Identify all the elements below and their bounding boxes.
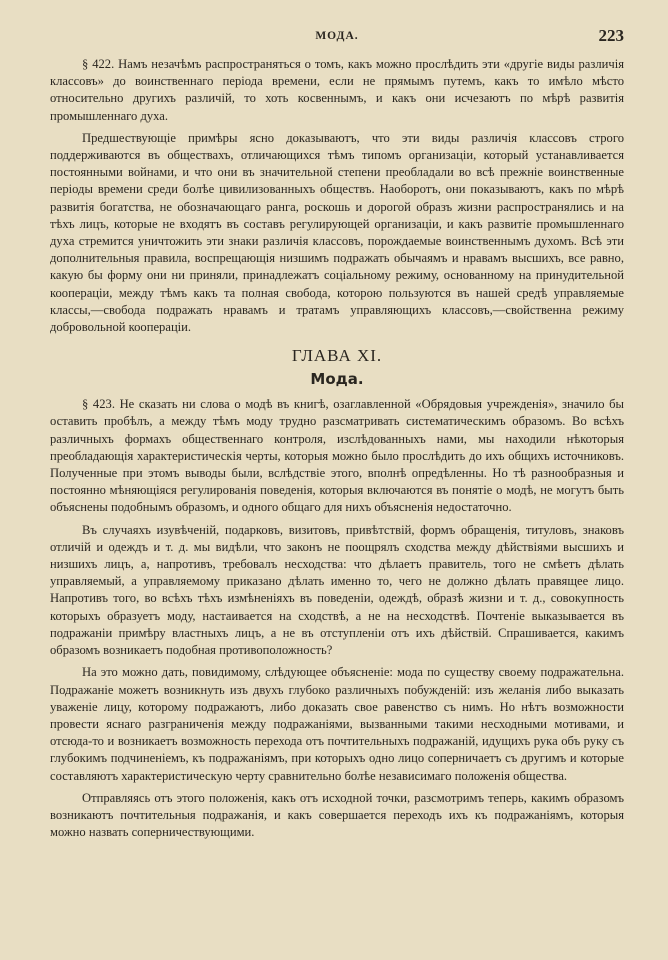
running-title: МОДА. bbox=[315, 30, 359, 42]
paragraph-section-422: § 422. Намъ незачѣмъ распространяться о томъ, какъ можно прослѣдить эти «другіе виды различія классовъ» до воинственнаго періода времени, если не прямымъ путемъ, какъ то имѣло мѣсто относительно другихъ различій, то хоть косвеннымъ, и какъ они исчезаютъ по мѣрѣ развитія промышленнаго духа. bbox=[50, 57, 624, 123]
chapter-title: ГЛАВА XI. bbox=[291, 346, 383, 366]
paragraph: На это можно дать, повидимому, слѣдующее объясненіе: мода по существу своему подражательна. Подражаніе можетъ возникнуть изъ двухъ глубоко различныхъ побужденій: изъ желанія либо выказать уваженіе лицу, которому подражаютъ, либо доказать свое равенство съ нимъ. Но нѣтъ возможности провести яснаго разграниченія между подражаніями, вызванными такими несходными мотивами, и отсюда-то и возникаетъ возможность перехода отъ почтительныхъ подражаній, идущихъ рука объ руку съ глубокимъ подчиненіемъ, къ подражаніямъ, при которыхъ одно лицо соперничаетъ съ другимъ и которые составляютъ характеристическую черту сравнительно болѣе независимаго положенія общества. bbox=[50, 665, 624, 783]
paragraph: Въ случаяхъ изувѣченій, подарковъ, визитовъ, привѣтствій, формъ обращенія, титуловъ, знаковъ отличій и одеждъ и т. д. мы видѣли, что законъ не поощрялъ сходства между дѣйствіями высшихъ и низшихъ лицъ, а, напротивъ, требовалъ несходства: что дѣлаетъ правитель, того не смѣетъ дѣлать управляемый, а управляемому приказано дѣлать именно то, чего не должно дѣлать правящее лицо. Напротивъ того, во всѣхъ тѣхъ измѣненіяхъ въ поведеніи, одеждѣ, образѣ жизни и т. д., совокупность которыхъ образуетъ моду, настаивается на сходствѣ, а не на несходствѣ. Почтеніе выказывается въ подражаніи примѣру властныхъ лицъ, а не въ отступленіи отъ ихъ дѣйствій. Спрашивается, какимъ образомъ возникаетъ подобная противоположность? bbox=[50, 522, 624, 658]
paragraph: Отправляясь отъ этого положенія, какъ отъ исходной точки, разсмотримъ теперь, какимъ образомъ возникаютъ почтительныя подражанія, и какъ совершается переходъ ихъ къ подражаніямъ, которыя можно назвать соперничествующими. bbox=[50, 790, 624, 840]
page-header bbox=[50, 26, 624, 56]
page-number: 223 bbox=[598, 26, 624, 45]
chapter-subtitle: Мода. bbox=[310, 370, 364, 389]
paragraph: Предшествующіе примѣры ясно доказываютъ, что эти виды различія классовъ строго поддерживаются въ обществахъ, отличающихся тѣмъ типомъ организаціи, который устанавливается постоянными войнами, и что они въ значительной степени преобладали во всѣ прежніе воинственные періоды времени среди болѣе цивилизованныхъ обществъ. Наоборотъ, они показываютъ, какъ по мѣрѣ развитія богатства, не обозначающаго ранга, роскошь и дорогой образъ жизни распространялись и на тѣхъ лицъ, которые не входятъ въ составъ регулирующей организаціи, и какъ развитіе промышленнаго духа стремится уничтожить эти знаки различія классовъ, порождаемые воинственнымъ духомъ. Всѣ эти дополнительныя правила, воспрещающія низшимъ подражать обычаямъ и нравамъ высшихъ, все равно, какую бы форму они ни приняли, принадлежатъ соціальному режиму, основанному на принудительной коопераціи, между тѣмъ какъ та полная свобода, которою пользуются въ нашей средѣ управляемые классы,—свобода подражать нравамъ и тратамъ управляющихъ классовъ,—свойственна режиму добровольной коопераціи. bbox=[50, 130, 624, 335]
paragraph-section-423: § 423. Не сказать ни слова о модѣ въ книгѣ, озаглавленной «Обрядовыя учрежденія», значило бы оставить пробѣлъ, а между тѣмъ моду трудно разсматривать систематическимъ образомъ. Во всѣхъ различныхъ формахъ общественнаго контроля, изслѣдованныхъ нами, мы находили нѣкоторыя преобладающія характеристическія черты, которыя можно было прослѣдить до ихъ общихъ источниковъ. Полученные при этомъ выводы были, вслѣдствіе этого, вполнѣ опредѣленны. Но тѣ разнообразныя и постоянно мѣняющіяся регулированія поведенія, которыя включаются въ понятіе о модѣ, не могутъ быть объяснены подобнымъ образомъ, и одного общаго для нихъ объясненія недостаточно. bbox=[50, 397, 624, 515]
